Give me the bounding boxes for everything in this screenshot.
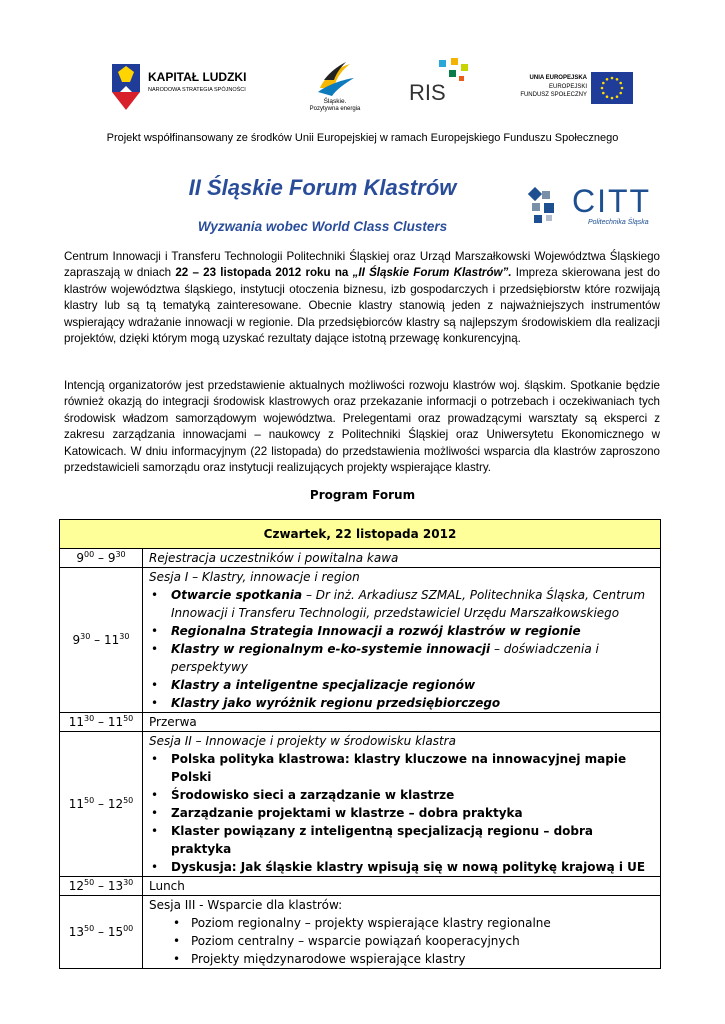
table-row — [60, 568, 661, 713]
intro-dates: 22 – 23 listopada 2012 roku — [175, 266, 331, 280]
agenda-item: Rejestracja uczestników i powitalna kawa — [143, 549, 661, 568]
session-cell — [143, 732, 661, 877]
eu-line3: FUNDUSZ SPOŁECZNY — [520, 92, 587, 98]
session-list — [149, 914, 654, 968]
time-cell: $13^{50} - 15^{00}$ — [60, 896, 143, 969]
eu-line1: UNIA EUROPEJSKA — [529, 75, 587, 81]
kapital-ludzki-tagline: NARODOWA STRATEGIA SPÓJNOŚCI — [148, 87, 246, 93]
eu-logo — [515, 72, 633, 106]
time-cell: $11^{50} - 12^{50}$ — [60, 732, 143, 877]
eu-line2: EUROPEJSKI — [548, 84, 587, 90]
page-subtitle: Wyzwania wobec World Class Clusters — [197, 219, 448, 234]
citt-tagline: Politechnika Śląska — [588, 219, 649, 226]
list-item: • Regionalna Strategia Innowacji a rozwój klastrów w regionie — [171, 622, 654, 640]
session-heading: Sesja II – Innowacje i projekty w środowisku klastra — [149, 734, 456, 748]
ris-logo — [405, 56, 475, 110]
session-list — [149, 750, 654, 876]
list-item: • Klastry w regionalnym e-ko-systemie innowacji – doświadczenia i perspektywy — [171, 640, 654, 676]
list-item: • Klastry a inteligentne specjalizacje regionów — [171, 676, 654, 694]
intro-text-a: Centrum Innowacji i Transferu Technologii Politechniki Śląskiej oraz Urząd Marszałkowski Województwa Śląskiego zapraszają w dniach — [64, 250, 660, 280]
slaskie-line1: Śląskie. — [323, 98, 347, 105]
kapital-ludzki-name: KAPITAŁ LUDZKI — [148, 70, 247, 84]
session-list — [149, 586, 654, 712]
list-item: • Dyskusja: Jak śląskie klastry wpisują się w nową politykę krajową i UE — [171, 858, 654, 876]
list-item: • Polska polityka klastrowa: klastry kluczowe na innowacyjnej mapie Polski — [171, 750, 654, 786]
slaskie-line2: Pozytywna energia — [309, 106, 361, 112]
time-cell: $12^{50} - 13^{30}$ — [60, 877, 143, 896]
time-cell: $9^{00} - 9^{30}$ — [60, 549, 143, 568]
citt-text: CITT — [572, 183, 652, 219]
table-row — [60, 549, 661, 568]
list-item: • Poziom regionalny – projekty wspierające klastry regionalne — [191, 914, 654, 932]
program-table — [59, 519, 661, 969]
eu-flag-icon — [591, 72, 633, 104]
list-item: • Zarządzanie projektami w klastrze – dobra praktyka — [171, 804, 654, 822]
citt-emblem — [528, 187, 570, 227]
session-cell — [143, 568, 661, 713]
table-row — [60, 877, 661, 896]
ris-text: RIS — [409, 80, 446, 105]
intro-event-name: „II Śląskie Forum Klastrów”. — [352, 266, 512, 280]
cofinancing-note: Projekt współfinansowany ze środków Unii Europejskiej w ramach Europejskiego Funduszu Społecznego — [106, 132, 619, 144]
list-item: • Klastry jako wyróżnik regionu przedsiębiorczego — [171, 694, 654, 712]
table-row — [60, 896, 661, 969]
citt-logo — [528, 183, 676, 231]
list-item: • Klaster powiązany z inteligentną specjalizacją regionu – dobra praktyka — [171, 822, 654, 858]
intro-text-c: na — [330, 266, 353, 280]
agenda-item: Przerwa — [143, 713, 661, 732]
table-row — [60, 713, 661, 732]
program-title: Program Forum — [309, 488, 416, 502]
session-cell — [143, 896, 661, 969]
table-row — [60, 732, 661, 877]
list-item: • Poziom centralny – wsparcie powiązań kooperacyjnych — [191, 932, 654, 950]
time-cell: $9^{30} - 11^{30}$ — [60, 568, 143, 713]
slaskie-emblem — [296, 58, 374, 98]
session-heading: Sesja I – Klastry, innowacje i region — [149, 570, 360, 584]
session-heading: Sesja III - Wsparcie dla klastrów: — [149, 898, 343, 912]
intro-text-e: Impreza skierowana jest do klastrów województwa śląskiego, instytucji otoczenia biznesu, izb gospodarczych i przedsiębiorstw które rozwijają klastry lub są tą tematyką zainteresowane. Obecnie klastry stanowią jeden z najważniejszych instrumentów wspierający wdrażanie innowacji w regionie. Dla przedsiębiorców klastry są najlepszym środowiskiem dla realizacji projektów, dzięki którym mogą uzyskać rezultaty dające istotną przewagę konkurencyjną. — [64, 266, 660, 346]
page-title: II Śląskie Forum Klastrów — [188, 175, 457, 200]
kapital-ludzki-logo — [110, 60, 260, 112]
intent-paragraph: Intencją organizatorów jest przedstawienie aktualnych możliwości rozwoju klastrów woj. śląskim. Spotkanie będzie również okazją do integracji środowisk klastrowych oraz przekazanie informacji o potrzebach i oczekiwaniach tych środowisk władzom samorządowym województwa. Prelegentami oraz prowadzącymi warsztaty są eksperci z zakresu zarządzania innowacjami – naukowcy z Politechniki Śląskiej oraz Uniwersytetu Ekonomicznego w Katowicach. W dniu informacyjnym (22 listopada) do przedstawienia możliwości wsparcia dla klastrów zaproszono przedstawicieli samorządu oraz instytucji realizujących projekty wspierające klastry. — [64, 379, 660, 475]
table-row — [60, 520, 661, 549]
kapital-ludzki-emblem — [110, 60, 260, 112]
list-item: • Środowisko sieci a zarządzanie w klastrze — [171, 786, 654, 804]
day-header: Czwartek, 22 listopada 2012 — [60, 520, 661, 549]
list-item: • Otwarcie spotkania – Dr inż. Arkadiusz SZMAL, Politechnika Śląska, Centrum Innowacji i Transferu Technologii, przedstawiciel Urzędu Marszałkowskiego — [171, 586, 654, 622]
agenda-item: Lunch — [143, 877, 661, 896]
list-item: • Projekty międzynarodowe wspierające klastry — [191, 950, 654, 968]
time-cell: $11^{30} - 11^{50}$ — [60, 713, 143, 732]
intro-paragraph — [64, 249, 660, 347]
slaskie-logo — [296, 58, 374, 118]
